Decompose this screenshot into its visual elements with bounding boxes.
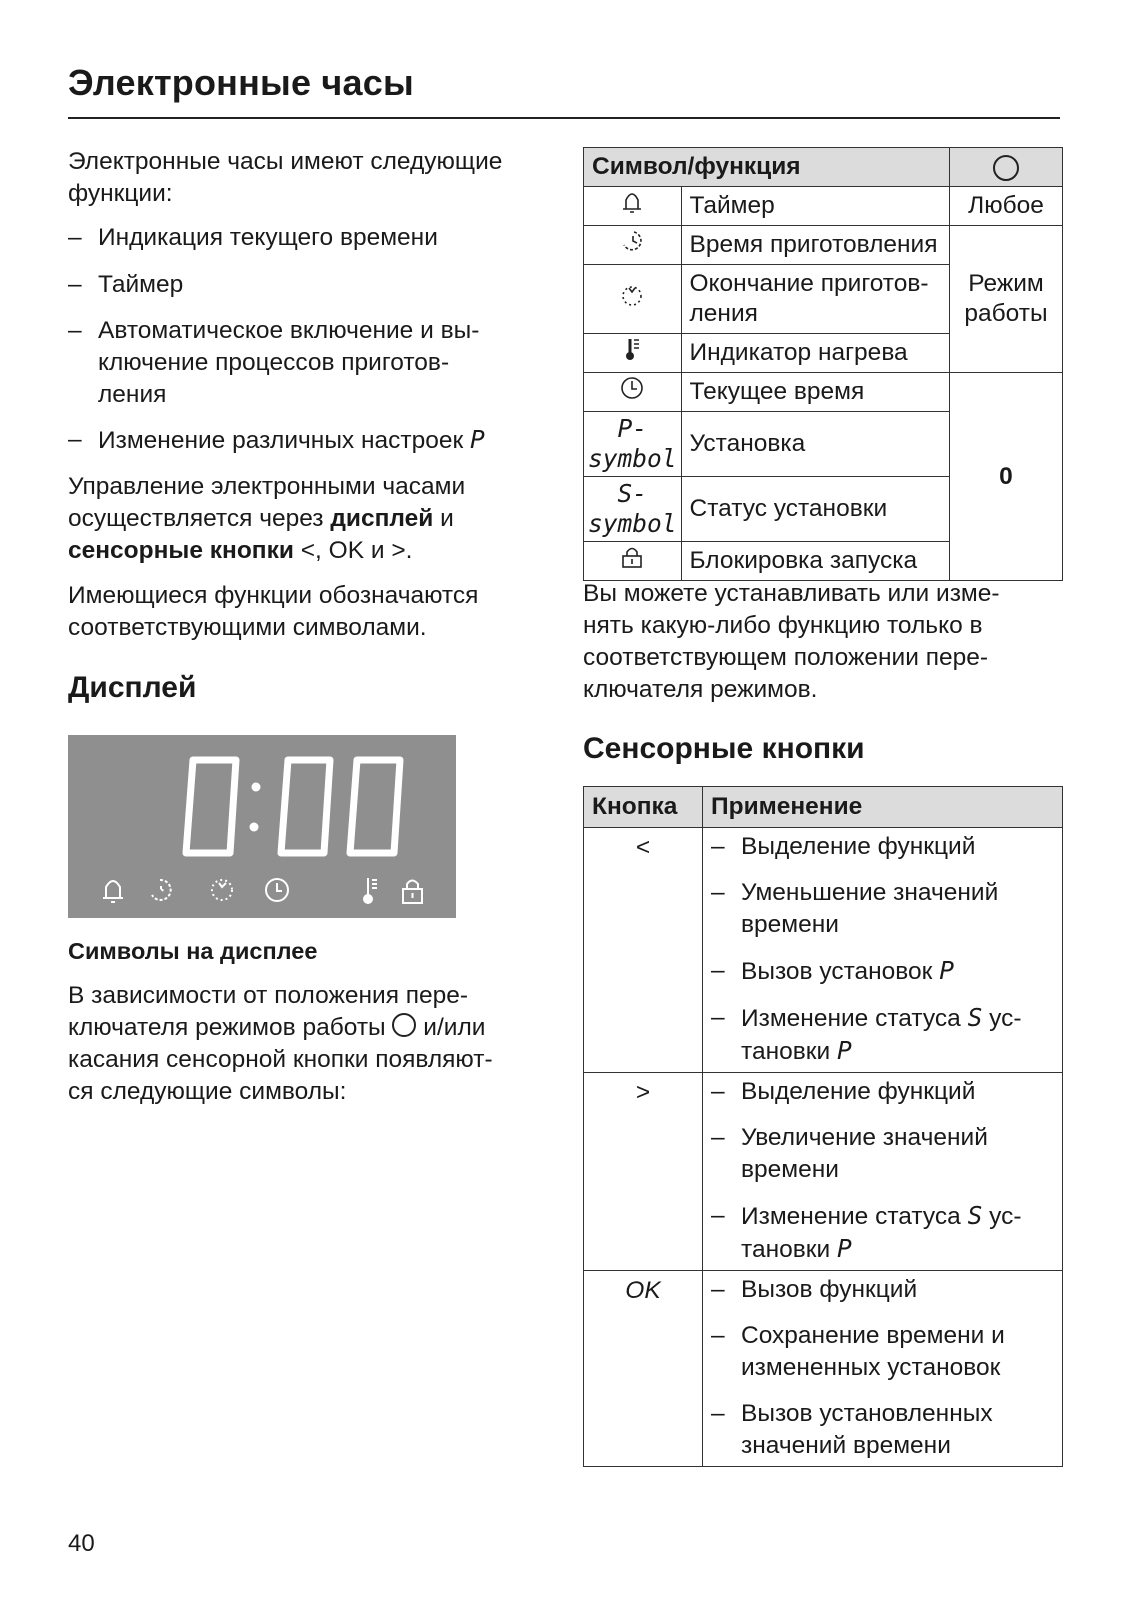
table-row xyxy=(584,187,1063,226)
col-usage-header: Применение xyxy=(703,787,1063,828)
table-row xyxy=(584,1073,1063,1271)
usage-cell: – Выделение функций – Уменьшение значений времени – Вызов установок P – Изменение статуса S ус- тановки P xyxy=(703,828,1063,1073)
symbol-label: Установка xyxy=(681,412,950,477)
list-item: – Автоматическое включение и вы- ключение процессов приготов- ления xyxy=(68,317,480,408)
symbol-label: Текущее время xyxy=(681,373,950,412)
symbol-label: Блокировка запуска xyxy=(681,542,950,581)
table-note: Вы можете устанавливать или изме- нять какую-либо функцию только в соответствующем положении пере- ключателя режимов. xyxy=(583,580,1000,703)
table-row xyxy=(584,1271,1063,1467)
lock-icon xyxy=(403,881,422,904)
cook-time-icon xyxy=(152,880,171,900)
symbol-label: Время приготовления xyxy=(681,226,950,265)
group-zero: 0 xyxy=(950,373,1063,581)
cook-time-icon xyxy=(584,226,682,265)
cook-end-icon xyxy=(584,265,682,334)
key-left: < xyxy=(584,828,703,1073)
symbol-label: Индикатор нагрева xyxy=(681,334,950,373)
symbols-note: Имеющиеся функции обозначаются соответствующими символами. xyxy=(68,582,479,641)
symbol-label: Таймер xyxy=(681,187,950,226)
list-item: – Индикация текущего времени xyxy=(68,224,438,251)
table-row xyxy=(584,226,1063,265)
symbol-table-header: Символ/функция xyxy=(584,148,950,187)
group-any: Любое xyxy=(950,187,1063,226)
col-key-header: Кнопка xyxy=(584,787,703,828)
list-item: – Изменение различных настроек P xyxy=(68,425,485,454)
symbols-text: В зависимости от положения пере- ключателя режимов работы и/или касания сенсорной кнопки появляют- ся следующие символы: xyxy=(68,982,493,1105)
clock-icon xyxy=(584,373,682,412)
S-symbol: S-symbol xyxy=(584,477,682,542)
table-row xyxy=(584,373,1063,412)
circle-icon xyxy=(950,148,1063,187)
page-number: 40 xyxy=(68,1530,95,1557)
thermometer-icon xyxy=(584,334,682,373)
bell-icon xyxy=(584,187,682,226)
page-title: Электронные часы xyxy=(68,62,414,103)
usage-cell: – Вызов функций – Сохранение времени и измененных установок – Вызов установленных значений времени xyxy=(703,1271,1063,1467)
intro-text: Электронные часы имеют следующие функции: xyxy=(68,148,503,207)
P-symbol: P-symbol xyxy=(584,412,682,477)
key-ok: OK xyxy=(584,1271,703,1467)
display-heading: Дисплей xyxy=(68,671,197,704)
buttons-heading: Сенсорные кнопки xyxy=(583,732,865,765)
symbol-label: Окончание приготов- ления xyxy=(681,265,950,334)
usage-cell: – Выделение функций – Увеличение значений времени – Изменение статуса S ус- тановки P xyxy=(703,1073,1063,1271)
thermometer-icon xyxy=(364,878,377,903)
display-digits xyxy=(186,760,400,853)
table-row xyxy=(584,828,1063,1073)
clock-icon xyxy=(266,879,288,901)
symbol-table xyxy=(583,147,1063,581)
lock-icon xyxy=(584,542,682,581)
symbol-label: Статус установки xyxy=(681,477,950,542)
display-panel xyxy=(68,735,456,918)
group-mode: Режим работы xyxy=(950,226,1063,373)
control-text: Управление электронными часами осуществляется через дисплей и сенсорные кнопки <, OK и >. xyxy=(68,473,466,564)
cook-end-icon xyxy=(212,880,232,900)
bell-icon xyxy=(103,881,123,902)
symbols-heading: Символы на дисплее xyxy=(68,938,318,964)
circle-icon xyxy=(392,1013,416,1037)
key-right: > xyxy=(584,1073,703,1271)
P-symbol: P xyxy=(470,425,485,454)
buttons-table xyxy=(583,786,1063,1467)
title-divider xyxy=(68,117,1060,119)
list-item: – Таймер xyxy=(68,271,184,298)
